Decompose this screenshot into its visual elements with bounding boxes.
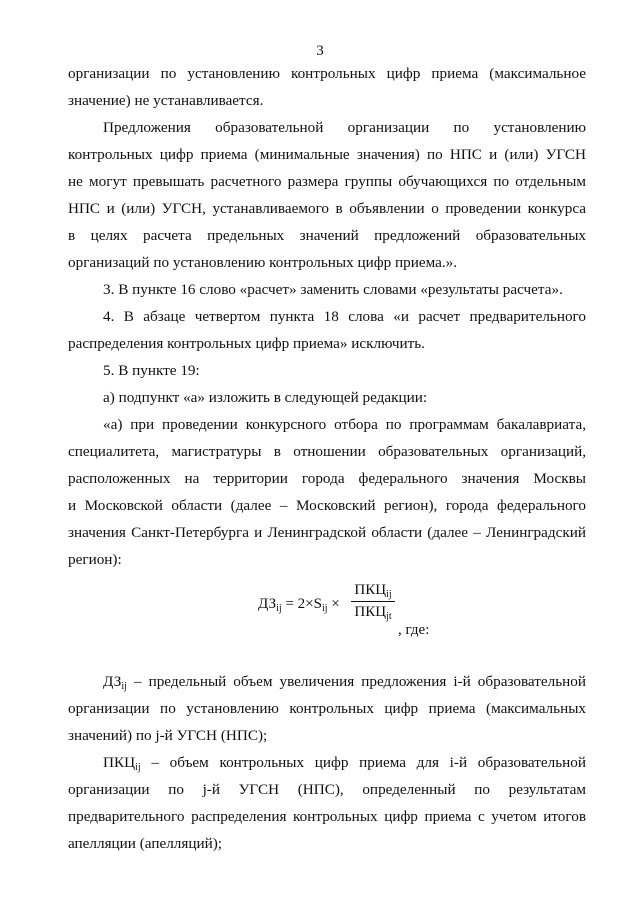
page-number: 3 (316, 43, 324, 59)
definition-line: предварительного распределения контрольных цифр приема с учетом итогов (68, 808, 586, 825)
formula (0, 582, 640, 642)
text-line: организации по установлению контрольных цифр приема (максимальное (68, 65, 586, 82)
text-line: расположенных на территории города федерального значения Москвы (68, 470, 586, 487)
text-line: 5. В пункте 19: (103, 362, 200, 379)
formula-where: , где: (398, 622, 430, 638)
formula-fraction (351, 582, 395, 621)
definition-line: значений) по j-й УГСН (НПС); (68, 727, 268, 744)
text-line: НПС и (или) УГСН, устанавливаемого в объявлении о проведении конкурса (68, 200, 586, 217)
text-line: и Московской области (далее – Московский регион), города федерального (68, 497, 586, 514)
text-line: значения Санкт-Петербурга и Ленинградской области (далее – Ленинградский (68, 524, 586, 541)
definition-line: $ПКЦ_{ij}$ – объем контрольных цифр приема для i-й образовательной (103, 754, 586, 773)
definition-line: $ДЗ_{ij}$ – предельный объем увеличения предложения i-й образовательной (103, 673, 586, 692)
fraction-denominator: $ПКЦ_{jt}$ (354, 604, 392, 622)
text-line: значение) не устанавливается. (68, 92, 264, 109)
fraction-bar (351, 601, 395, 602)
text-line: Предложения образовательной организации по установлению (103, 119, 586, 136)
text-line: в целях расчета предельных значений предложений образовательных (68, 227, 586, 244)
text-line: регион): (68, 551, 122, 568)
text-line: «а) при проведении конкурсного отбора по программам бакалавриата, (103, 416, 586, 433)
text-line: 3. В пункте 16 слово «расчет» заменить словами «результаты расчета». (103, 281, 563, 298)
text-line: специалитета, магистратуры в отношении образовательных организаций, (68, 443, 586, 460)
text-line: контрольных цифр приема (минимальные значения) по НПС и (или) УГСН (68, 146, 586, 163)
text-line: организаций по установлению контрольных цифр приема.». (68, 254, 458, 271)
definition-line: организации по j-й УГСН (НПС), определенный по результатам (68, 781, 586, 798)
text-line: а) подпункт «а» изложить в следующей редакции: (103, 389, 428, 406)
text-line: 4. В абзаце четвертом пункта 18 слова «и расчет предварительного (103, 308, 586, 325)
fraction-numerator: $ПКЦ_{ij}$ (354, 582, 392, 600)
text-line: распределения контрольных цифр приема» исключить. (68, 335, 425, 352)
definition-line: апелляции (апелляций); (68, 835, 223, 852)
formula-lhs: $ДЗ_{ij} = 2\times S_{ij}$ × (258, 596, 340, 614)
text-line: не могут превышать расчетного размера группы обучающихся по отдельным (68, 173, 586, 190)
definition-line: организации по установлению контрольных цифр приема (максимальных (68, 700, 586, 717)
